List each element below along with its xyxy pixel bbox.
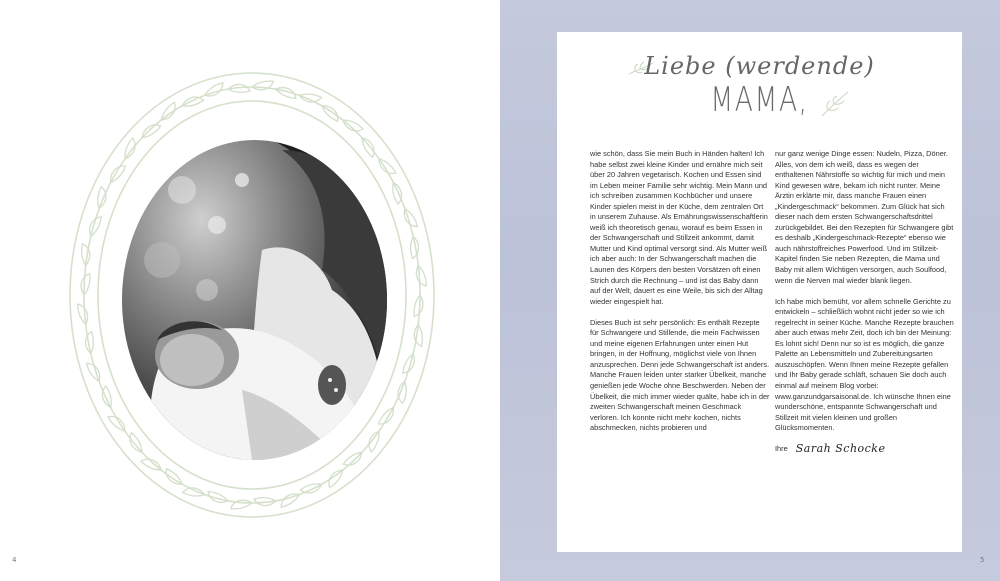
wreath-leaf (375, 158, 398, 177)
paragraph: Ich habe mich bemüht, vor allem schnelle Gerichte zu entwickeln – schließlich wohnt nicht jeder so wie ich regelrecht in seiner Küche. Manche Rezepte brauchen aber auch etwas mehr Zeit, doch ich bin der Meinung: Es lohnt sich! Denn nur so ist es möglich, die ganze Palette an Lebensmitteln und Zubereitungsarten auszuschöpfen. Wenn Ihnen meine Rezepte gefallen und Ihr Baby gerade schläft, schauen Sie doch auch einmal auf meinem Blog vorbei: www.ganzundgarsaisonal.de. Ich wünsche Ihnen eine wunderschöne, entspannte Schwangerschaft und Stillzeit mit vielen kleinen und großen Glücksmomenten. (775, 296, 954, 433)
closing-text: Ihre (775, 444, 788, 454)
signature-row (775, 444, 955, 455)
wreath-leaf (75, 302, 92, 325)
mother-baby-photo (122, 140, 387, 460)
wreath-leaf (139, 122, 162, 139)
letter-heading-line2: MAMA, (710, 80, 809, 120)
wreath-leaf (376, 407, 398, 428)
wreath-leaf (361, 135, 377, 158)
page-number-left: 4 (12, 556, 17, 564)
wreath-leaf (160, 101, 178, 124)
wreath-leaf (229, 497, 252, 512)
signature: Sarah Schocke (795, 442, 886, 456)
wreath-leaf (412, 265, 429, 288)
wreath-leaf (326, 467, 344, 490)
wreath-leaf (252, 78, 275, 93)
wreath-leaf (106, 413, 129, 432)
wreath-leaf (183, 488, 205, 496)
letter-heading-line1: Liebe (werdende) (644, 52, 875, 80)
wreath-leaf (106, 163, 128, 184)
text-column-right (775, 149, 955, 455)
letter-card (557, 32, 962, 552)
wreath-leaf (163, 467, 183, 489)
paragraph: wie schön, dass Sie mein Buch in Händen halten! Ich habe selbst zwei kleine Kinder und ernähre mich seit über 20 Jahren vegetarisch. Kochen und Essen sind im Leben meiner Familie sehr wichtig. Mein Mann und ich schreiben zusammen Kochbücher und unsere Kinder spielen meist in der Küche, dem zentralen Ort in unserem Zuhause. Als Ernährungswissenschaftlerin weiß ich theoretisch genau, worauf es beim Essen in der Schwangerschaft und Stillzeit ankommt, damit Mutter und Kind optimal versorgt sind. Als Mutter weiß ich aber auch: In der Schwangerschaft machen die Launen des Körpers den besten Vorsätzen oft einen Strich durch die Rechnung – und ist das Baby dann auf der Welt, dauert es eine Weile, bis sich der Alltag wieder eingespielt hat. (590, 149, 768, 306)
wreath-leaf (299, 94, 321, 102)
page-number-right: 5 (980, 556, 985, 564)
wreath-leaf (342, 451, 365, 468)
wreath-leaf (411, 295, 426, 318)
wreath-leaf (321, 101, 341, 123)
text-column-left (590, 149, 770, 444)
wreath-leaf (400, 353, 419, 376)
paragraph: Dieses Buch ist sehr persönlich: Es enthält Rezepte für Schwangere und Stillende, die mein Fachwissen und meine eigenen Erfahrungen unter einen Hut bringen, in der Hoffnung, möglichst viele von Ihnen anzusprechen. Denn jede Schwangerschaft ist anders. Manche Frauen leiden unter starker Übelkeit, manche genießen jede Woche ohne Beschwerden. Neben der Übelkeit, die mich immer wieder quälte, habe ich in der zweiten Schwangerschaft meinen Geschmack verloren. Ich konnte nicht mehr kochen, nichts abschmecken, nichts probieren und (590, 317, 770, 433)
paragraph: nur ganz wenige Dinge essen: Nudeln, Pizza, Döner. Alles, von dem ich weiß, dass es wegen der enthaltenen Nährstoffe so wichtig für mich und mein Kind gewesen wäre, bekam ich nicht runter. Meine Ärztin erklärte mir, dass manche Frauen einen „Kindergeschmack“ bekommen. Zum Glück hat sich dieser nach dem ersten Schwangerschaftsdrittel zurückgebildet. Bei den Rezepten für Schwangere gibt es deshalb „Kindergeschmack-Rezepte“ ebenso wie auch nährstoffreiches Powerfood. Und im Stillzeit-Kapitel finden Sie neben Rezepten, die Mama und Baby mit allem Wichtigen versorgen, auch Soulfood, wenn die Nerven mal wieder blank liegen. (775, 149, 954, 285)
wreath-leaf (78, 272, 93, 295)
wreath-leaf (127, 431, 143, 454)
wreath-leaf (98, 187, 106, 209)
wreath-leaf (398, 381, 406, 403)
wreath-leaf (85, 214, 104, 237)
